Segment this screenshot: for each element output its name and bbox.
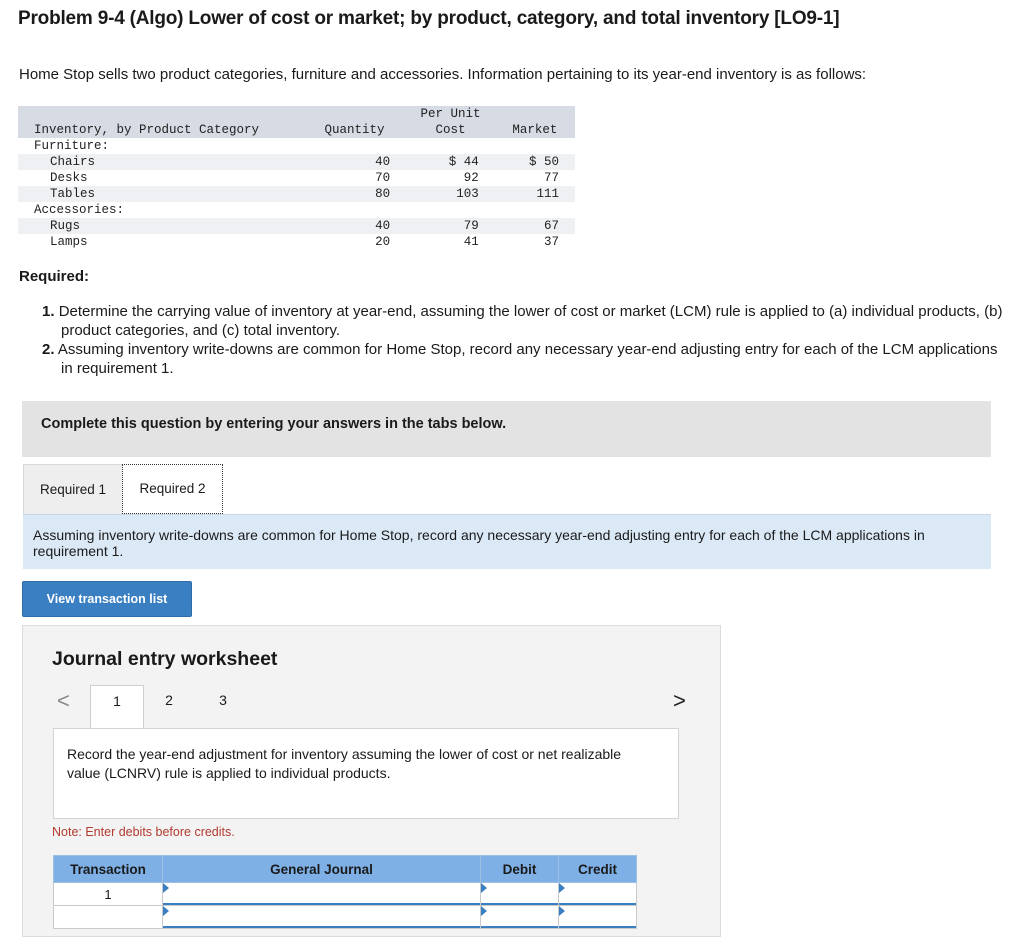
requirement-item: 2. Assuming inventory write-downs are common for Home Stop, record any necessary year-end adjusting entry for each of the LCM applications in requirement 1. — [42, 341, 998, 377]
requirement-item: 1. Determine the carrying value of inventory at year-end, assuming the lower of cost or market (LCM) rule is applied to (a) individual products, (b) product categories, and (c) total inventory. — [42, 303, 1003, 339]
chevron-right-icon[interactable]: > — [673, 688, 686, 713]
table-row: Rugs 40 79 67 — [18, 218, 575, 234]
view-transaction-list-button[interactable]: View transaction list — [22, 581, 192, 617]
credit-input[interactable] — [559, 906, 636, 928]
note-text: Note: Enter debits before credits. — [52, 825, 235, 839]
table-row: Desks 70 92 77 — [50, 171, 559, 185]
dropdown-marker-icon — [163, 883, 169, 893]
col-quantity: Quantity — [303, 106, 406, 138]
debit-input[interactable] — [481, 906, 558, 928]
table-row: Chairs 40 $ 44 $ 50 — [18, 154, 575, 170]
col-transaction: Transaction — [54, 856, 163, 883]
intro-text: Home Stop sells two product categories, furniture and accessories. Information pertaining to its year-end inventory is as follows: — [19, 66, 867, 83]
credit-input[interactable] — [559, 883, 636, 905]
account-select[interactable] — [163, 883, 480, 905]
category-label: Furniture: — [34, 139, 110, 153]
worksheet-page-1[interactable]: 1 — [90, 685, 144, 731]
col-cost: Per Unit Cost — [406, 106, 495, 138]
requirement-2-description: Assuming inventory write-downs are common for Home Stop, record any necessary year-end adjusting entry for each of the LCM applications in requirement 1. — [23, 514, 991, 569]
worksheet-page-3[interactable]: 3 — [219, 692, 227, 708]
journal-table — [53, 855, 637, 929]
chevron-left-icon[interactable]: < — [57, 688, 70, 713]
dropdown-marker-icon — [163, 906, 169, 916]
category-label: Accessories: — [34, 203, 125, 217]
inventory-table — [18, 106, 575, 250]
requirements-list — [42, 302, 1007, 378]
required-heading: Required: — [19, 268, 90, 285]
debit-input[interactable] — [481, 883, 558, 905]
worksheet-instruction: Record the year-end adjustment for inventory assuming the lower of cost or net realizable value (LCNRV) rule is applied to individual products. — [67, 746, 622, 781]
col-debit: Debit — [481, 856, 559, 883]
worksheet-title: Journal entry worksheet — [52, 648, 278, 670]
input-marker-icon — [481, 883, 487, 893]
page-title: Problem 9-4 (Algo) Lower of cost or market; by product, category, and total inventory [LO9-1] — [18, 8, 840, 29]
col-category: Inventory, by Product Category — [18, 106, 303, 138]
account-select[interactable] — [163, 906, 480, 928]
input-marker-icon — [481, 906, 487, 916]
transaction-number — [54, 906, 163, 929]
col-market: Market — [495, 106, 575, 138]
tab-required-2[interactable]: Required 2 — [122, 464, 223, 514]
table-row: Tables 80 103 111 — [18, 186, 575, 202]
col-credit: Credit — [559, 856, 637, 883]
worksheet-page-2[interactable]: 2 — [165, 692, 173, 708]
table-row — [54, 883, 637, 906]
worksheet-instruction-box — [53, 728, 679, 819]
table-row — [54, 906, 637, 929]
input-marker-icon — [559, 883, 565, 893]
col-general-journal: General Journal — [163, 856, 481, 883]
banner-text: Complete this question by entering your answers in the tabs below. — [41, 416, 507, 432]
table-row: Lamps 20 41 37 — [50, 235, 559, 249]
journal-worksheet — [22, 625, 721, 937]
input-marker-icon — [559, 906, 565, 916]
instructions-banner — [22, 401, 991, 457]
transaction-number: 1 — [54, 883, 163, 906]
tab-required-1[interactable]: Required 1 — [23, 464, 123, 515]
